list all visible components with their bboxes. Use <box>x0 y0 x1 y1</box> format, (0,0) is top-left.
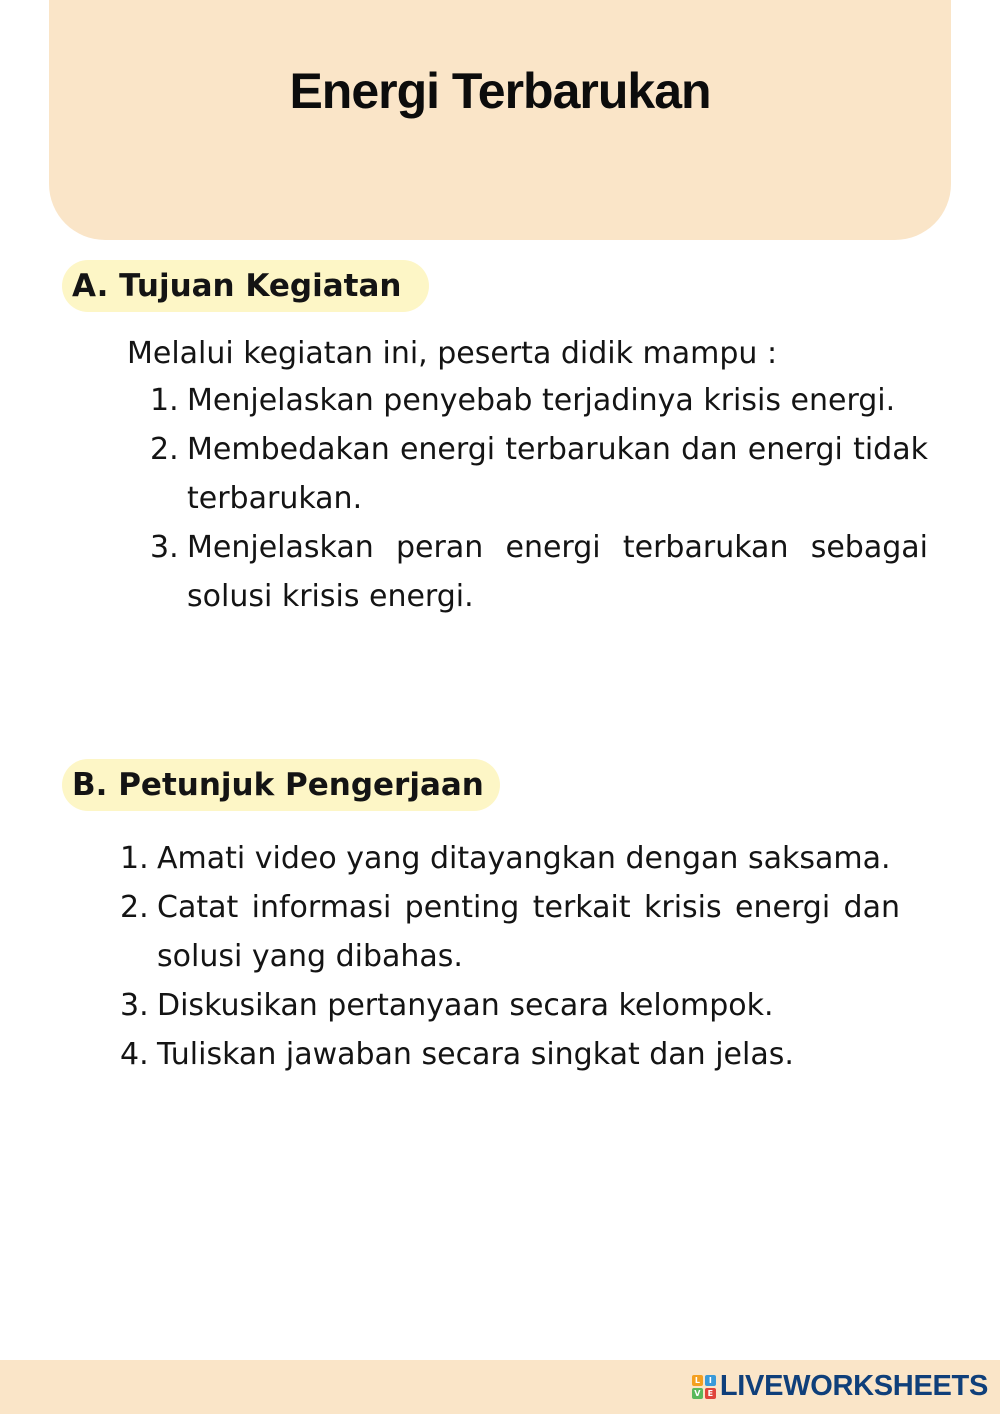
list-number: 2. <box>120 890 149 925</box>
instruction-item <box>120 834 900 883</box>
objective-item <box>150 523 928 621</box>
title-banner <box>49 0 951 240</box>
instructions-list <box>120 834 900 1079</box>
instruction-item <box>120 981 900 1030</box>
footer-bar <box>0 1360 1000 1414</box>
list-item-text: Menjelaskan peran energi terbarukan sebagai solusi krisis energi. <box>187 530 928 614</box>
list-number: 2. <box>150 432 179 467</box>
objectives-list <box>150 376 928 621</box>
list-item-text: Amati video yang ditayangkan dengan saksama. <box>157 841 891 876</box>
list-number: 1. <box>150 383 179 418</box>
list-item-text: Catat informasi penting terkait krisis energi dan solusi yang dibahas. <box>157 890 900 974</box>
section-heading-petunjuk: B. Petunjuk Pengerjaan <box>62 759 500 811</box>
intro-text: Melalui kegiatan ini, peserta didik mampu : <box>127 336 778 371</box>
list-number: 1. <box>120 841 149 876</box>
instruction-item <box>120 1030 900 1079</box>
logo-tile: L <box>692 1375 703 1386</box>
list-number: 4. <box>120 1037 149 1072</box>
list-item-text: Membedakan energi terbarukan dan energi tidak terbarukan. <box>187 432 928 516</box>
objective-item <box>150 376 928 425</box>
section-heading-tujuan: A. Tujuan Kegiatan <box>62 260 429 312</box>
list-number: 3. <box>120 988 149 1023</box>
list-item-text: Tuliskan jawaban secara singkat dan jelas. <box>157 1037 794 1072</box>
instruction-item <box>120 883 900 981</box>
list-item-text: Menjelaskan penyebab terjadinya krisis energi. <box>187 383 896 418</box>
list-number: 3. <box>150 530 179 565</box>
objective-item <box>150 425 928 523</box>
page-title: Energi Terbarukan <box>289 63 711 119</box>
brand-name: LIVEWORKSHEETS <box>719 1370 988 1402</box>
logo-tile: I <box>705 1375 716 1386</box>
liveworksheets-logo-link[interactable] <box>692 1370 988 1403</box>
list-item-text: Diskusikan pertanyaan secara kelompok. <box>157 988 774 1023</box>
liveworksheets-logo-icon <box>692 1375 716 1399</box>
logo-tile: V <box>692 1388 703 1399</box>
logo-tile: E <box>705 1388 716 1399</box>
